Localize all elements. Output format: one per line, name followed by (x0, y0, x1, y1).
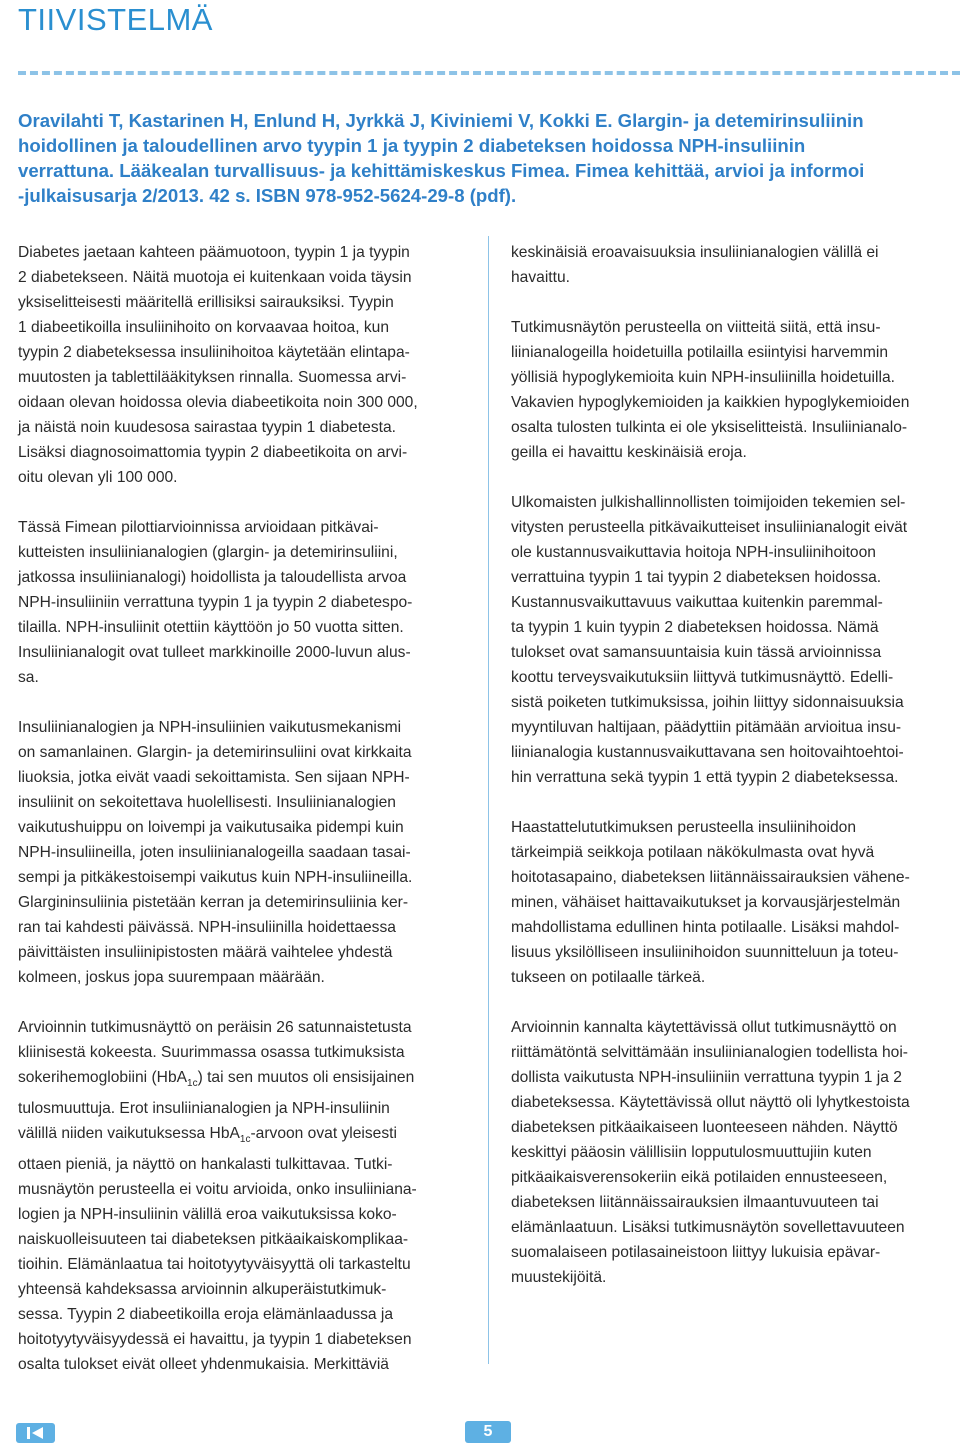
text-line: myyntiluvan haltijaan, päädyttiin pitämään arvioitua insu- (511, 719, 902, 736)
text-line: geilla ei havaittu keskinäisiä eroja. (511, 444, 747, 461)
text-line: suomalaiseen potilasaineistoon liittyy lukuisia epävar- (511, 1244, 881, 1261)
text-line: naiskuolleisuuteen tai diabeteksen pitkäaikaiskomplikaa- (18, 1231, 409, 1249)
text-line: muutosten ja tablettilääkityksen rinnalla. Suomessa arvi- (18, 369, 407, 386)
text-line: Vakavien hypoglykemioiden ja kaikkien hypoglykemioiden (511, 394, 910, 411)
text-line: keskittyi pääosin välillisiin lopputulosmuuttujiin kuten (511, 1144, 872, 1161)
text-line: tukseen on potilaalle tärkeä. (511, 969, 706, 986)
text-line: jatkossa insuliinianalogi) hoidollista ja taloudellista arvoa (18, 569, 407, 586)
text-fragment: -arvoon ovat yleisesti (250, 1125, 397, 1143)
first-page-button[interactable] (16, 1423, 55, 1443)
text-fragment: sokerihemoglobiini (HbA (18, 1069, 188, 1086)
text-line: liinianalogeilla hoidetuilla potilailla esiintyisi harvemmin (511, 344, 889, 361)
text-line: hoitotyytyväisyydessä ei havaittu, ja tyypin 1 diabeteksen (18, 1331, 412, 1349)
text-line: ottaen pieniä, ja näyttö on hankalasti tulkittavaa. Tutki- (18, 1156, 393, 1174)
text-line: tyypin 2 diabeteksessa insuliinihoitoa käytetään elintapa- (18, 344, 410, 361)
text-line: Arvioinnin kannalta käytettävissä ollut tutkimusnäyttö on (511, 1019, 897, 1036)
text-line: tilailla. NPH-insuliinit otettiin käyttöön jo 50 vuotta sitten. (18, 619, 404, 636)
text-line: oitu olevan yli 100 000. (18, 469, 178, 486)
text-line: sempi ja pitkäkestoisempi vaikutus kuin NPH-insuliineilla. (18, 869, 413, 886)
text-line: kutteisten insuliinianalogien (glargin- ja detemirinsuliini, (18, 544, 398, 561)
text-line: tulosmuuttuja. Erot insuliinianalogien ja NPH-insuliinin (18, 1100, 390, 1118)
text-line: Tutkimusnäytön perusteella on viitteitä siitä, että insu- (511, 319, 881, 336)
right-column (511, 240, 960, 1315)
text-line: Insuliinianalogit ovat tulleet markkinoille 2000-luvun alus- (18, 644, 411, 661)
text-line: Tässä Fimean pilottiarvioinnissa arvioidaan pitkävai- (18, 519, 379, 536)
text-line: dollista vaikutusta NPH-insuliiniin verrattuna tyypin 1 ja 2 (511, 1069, 902, 1086)
text-line: verrattuina tyypin 1 tai tyypin 2 diabeteksen hoidossa. (511, 569, 882, 586)
left-column (18, 240, 473, 1402)
citation-line: verrattuna. Lääkealan turvallisuus- ja kehittämiskeskus Fimea. Fimea kehittää, arvioi ja informoi (18, 160, 865, 181)
text-line: riittämätöntä selvittämään insuliinianalogien todellista hoi- (511, 1044, 908, 1061)
text-line: diabeteksessa. Käytettävissä ollut näyttö oli lyhytkestoista (511, 1094, 910, 1111)
citation (18, 108, 948, 208)
text-line: kolmeen, joskus jopa suurempaan määrään. (18, 969, 325, 986)
paragraph-assessment-scope (18, 515, 473, 690)
text-line: yhteensä kahdeksassa arvioinnin alkuperäistutkimuk- (18, 1281, 387, 1299)
text-line: NPH-insuliiniin verrattuna tyypin 1 ja tyypin 2 diabetespo- (18, 594, 413, 611)
text-line: ja näistä noin kuudesosa sairastaa tyypin 1 diabetesta. (18, 419, 396, 436)
text-line: mahdollistama edullinen hinta potilaalle. Lisäksi mahdol- (511, 919, 900, 936)
text-line: pitkäaikaisverensokeriin eikä potilaiden ennusteeseen, (511, 1169, 888, 1186)
text-line: on samanlainen. Glargin- ja detemirinsuliini ovat kirkkaita (18, 744, 412, 761)
text-line (18, 1065, 473, 1096)
text-line: osalta tulosten tulkinta ei ole yksiselitteistä. Insuliinianalo- (511, 419, 908, 436)
text-line: kliinisestä kokeesta. Suurimmassa osassa tutkimuksista (18, 1044, 405, 1061)
citation-line: hoidollinen ja taloudellinen arvo tyypin 1 ja tyypin 2 diabeteksen hoidossa NPH-insuliinin (18, 135, 806, 156)
text-line: keskinäisiä eroavaisuuksia insuliinianalogien välillä ei (511, 244, 879, 261)
text-line: Arvioinnin tutkimusnäyttö on peräisin 26 satunnaistetusta (18, 1019, 412, 1036)
text-line: ole kustannusvaikuttavia hoitoja NPH-insuliinihoitoon (511, 544, 876, 561)
paragraph-hypoglycemia (511, 315, 960, 465)
page-number: 5 (465, 1421, 511, 1443)
paragraph-patient-interviews (511, 815, 960, 990)
text-line: sistä poiketen tutkimuksissa, joihin liittyy sidonnaisuuksia (511, 694, 904, 711)
text-line: tulokset ovat samansuuntaisia kuin tässä arvioinnissa (511, 644, 882, 661)
text-line (18, 1121, 473, 1152)
text-line: 2 diabetekseen. Näitä muotoja ei kuitenkaan voida täysin (18, 269, 412, 286)
text-line: ta tyypin 1 kuin tyypin 2 diabeteksen hoidossa. Nämä (511, 619, 879, 636)
text-line: Ulkomaisten julkishallinnollisten toimijoiden tekemien sel- (511, 494, 906, 511)
text-line: yksiselitteisesti määritellä erillisiksi sairauksiksi. Tyypin (18, 294, 394, 311)
text-line: lisuus yksilölliseen insuliinihoidon suunnitteluun ja toteu- (511, 944, 899, 961)
text-fragment: ) tai sen muutos oli ensisijainen (197, 1069, 415, 1086)
text-line: NPH-insuliineilla, joten insuliinianalogeilla saadaan tasai- (18, 844, 411, 861)
text-line: logien ja NPH-insuliinin välillä eroa vaikutuksissa koko- (18, 1206, 397, 1224)
text-line: diabeteksen pitkäaikaiseen luonteeseen nähden. Näyttö (511, 1119, 898, 1136)
text-line: diabeteksen liitännäissairauksien ilmaantuvuuteen tai (511, 1194, 879, 1211)
page-title: TIIVISTELMÄ (18, 2, 213, 37)
text-line: muustekijöitä. (511, 1269, 607, 1286)
text-line: sa. (18, 669, 39, 686)
citation-line: -julkaisusarja 2/2013. 42 s. ISBN 978-952-5624-29-8 (pdf). (18, 185, 517, 206)
text-line: minen, vähäiset haittavaikutukset ja korvausjärjestelmän (511, 894, 901, 911)
text-line: oidaan olevan hoidossa olevia diabeetikoita noin 300 000, (18, 394, 418, 411)
text-line: tioihin. Elämänlaatua tai hoitotyytyväisyyttä oli tarkasteltu (18, 1256, 411, 1274)
text-line: Lisäksi diagnosoimattomia tyypin 2 diabeetikoita on arvi- (18, 444, 408, 461)
text-line: vitysten perusteella pitkävaikutteiset insuliinianalogit eivät (511, 519, 908, 536)
paragraph-evidence (18, 1015, 473, 1377)
paragraph-cost-effectiveness (511, 490, 960, 790)
text-line: havaittu. (511, 269, 570, 286)
text-line: Glargininsuliinia pistetään kerran ja detemirinsuliinia ker- (18, 894, 409, 911)
text-line: osalta tulokset eivät olleet yhdenmukaisia. Merkittäviä (18, 1356, 389, 1374)
text-line: elämänlaatuun. Lisäksi tutkimusnäytön sovellettavuuteen (511, 1219, 905, 1236)
paragraph-mechanism (18, 715, 473, 990)
text-line: Kustannusvaikuttavuus vaikuttaa kuitenkin paremmal- (511, 594, 883, 611)
text-line: liuoksia, jotka eivät vaadi sekoittamista. Sen sijaan NPH- (18, 769, 410, 786)
text-line: insuliinit on sekoitettava huolellisesti. Insuliinianalogien (18, 794, 396, 811)
skip-to-first-icon (16, 1423, 55, 1443)
text-line: päivittäisten insuliinipistosten määrä vaihtelee yhdestä (18, 944, 393, 961)
column-divider (488, 236, 489, 1364)
text-line: yöllisiä hypoglykemioita kuin NPH-insuliinilla hoidetuilla. (511, 369, 895, 386)
text-line: Haastattelututkimuksen perusteella insuliinihoidon (511, 819, 856, 836)
text-line: koottu terveysvaikutuksiin liittyvä tutkimusnäyttö. Edelli- (511, 669, 894, 686)
text-line: musnäytön perusteella ei voitu arvioida, onko insuliiniana- (18, 1181, 417, 1199)
text-line: Diabetes jaetaan kahteen päämuotoon, tyypin 1 ja tyypin (18, 244, 410, 261)
text-line: liinianalogia kustannusvaikuttavana sen hoitovaihtoehtoi- (511, 744, 904, 761)
hba1c-subscript: 1c (187, 1078, 198, 1090)
text-line: tärkeimpiä seikkoja potilaan näkökulmasta ovat hyvä (511, 844, 875, 861)
paragraph-conclusion (511, 1015, 960, 1290)
paragraph-disease-types (18, 240, 473, 490)
paragraph-differences (511, 240, 960, 290)
text-line: ran tai kahdesti päivässä. NPH-insuliinilla hoidettaessa (18, 919, 396, 936)
header-divider (18, 71, 960, 75)
text-line: sessa. Tyypin 2 diabeetikoilla eroja elämänlaadussa ja (18, 1306, 394, 1324)
text-line: hoitotasapaino, diabeteksen liitännäissairauksien vähene- (511, 869, 910, 886)
text-line: Insuliinianalogien ja NPH-insuliinien vaikutusmekanismi (18, 719, 402, 736)
text-fragment: välillä niiden vaikutuksessa HbA (18, 1125, 240, 1143)
text-line: 1 diabeetikoilla insuliinihoito on korvaavaa hoitoa, kun (18, 319, 390, 336)
text-line: hin verrattuna sekä tyypin 1 että tyypin 2 diabeteksessa. (511, 769, 899, 786)
text-line: vaikutushuippu on loivempi ja vaikutusaika pidempi kuin (18, 819, 404, 836)
hba1c-subscript: 1c (239, 1134, 251, 1146)
citation-line: Oravilahti T, Kastarinen H, Enlund H, Jyrkkä J, Kiviniemi V, Kokki E. Glargin- ja detemirinsuliinin (18, 110, 864, 131)
